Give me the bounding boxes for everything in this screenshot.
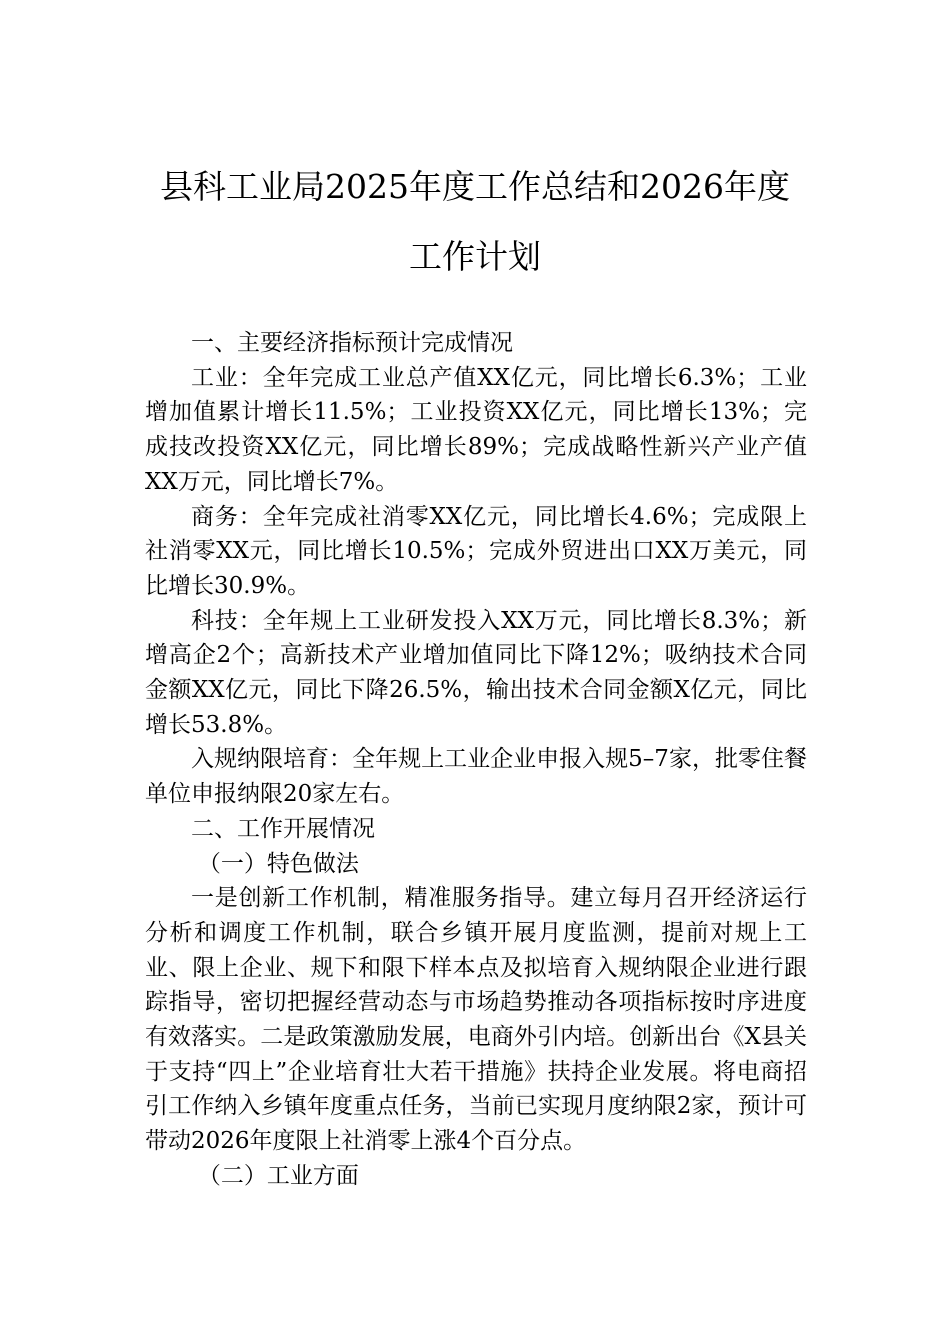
subsection-heading-2: （二）工业方面 (197, 1162, 359, 1189)
paragraph-commerce: 商务：全年完成社消零XX亿元，同比增长4.6%；完成限上社消零XX元，同比增长10.5%；完成外贸进出口XX万美元，同比增长30.9%。 (145, 503, 807, 599)
section-heading-1: 一、主要经济指标预计完成情况 (191, 330, 513, 356)
paragraph-practices: 一是创新工作机制，精准服务指导。建立每月召开经济运行分析和调度工作机制，联合乡镇开展月度监测，提前对规上工业、限上企业、规下和限下样本点及拟培育入规纳限企业进行跟踪指导，密切把握经营动态与市场趋势推动各项指标按时序进度有效落实。二是政策激励发展，电商外引内培。创新出台《X县关于支持“四上”企业培育壮大若干措施》扶持企业发展。将电商招引工作纳入乡镇年度重点任务，当前已实现月度纳限2家，预计可带动2026年度限上社消零上涨4个百分点。 (145, 885, 807, 1155)
document-title (140, 152, 810, 292)
paragraph-technology: 科技：全年规上工业研发投入XX万元，同比增长8.3%；新增高企2个；高新技术产业增加值同比下降12%；吸纳技术合同金额XX亿元，同比下降26.5%，输出技术合同金额X亿元，同比增长53.8%。 (145, 607, 807, 738)
paragraph-industry: 工业：全年完成工业总产值XX亿元，同比增长6.3%；工业增加值累计增长11.5%；工业投资XX亿元，同比增长13%；完成技改投资XX亿元，同比增长89%；完成战略性新兴产业产值XX万元，同比增长7%。 (145, 364, 807, 495)
subsection-heading-1: （一）特色做法 (197, 850, 359, 877)
section-heading-2: 二、工作开展情况 (191, 815, 375, 842)
document-body (145, 326, 807, 1194)
title-line-2: 工作计划 (409, 237, 541, 276)
paragraph-cultivation: 入规纳限培育：全年规上工业企业申报入规5–7家，批零住餐单位申报纳限20家左右。 (145, 746, 807, 808)
title-line-1: 县科工业局2025年度工作总结和2026年度 (160, 167, 790, 206)
